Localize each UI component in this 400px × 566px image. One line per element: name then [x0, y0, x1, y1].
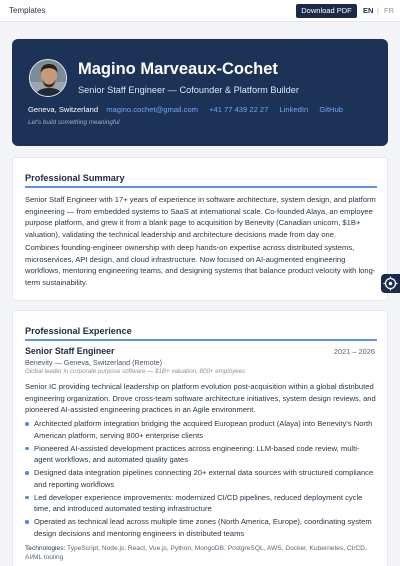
language-en-button[interactable]: EN	[363, 6, 374, 15]
location-text: Geneva, Switzerland	[28, 105, 99, 114]
profile-name: Magino Marveaux-Cochet	[78, 60, 278, 78]
section-divider	[25, 339, 377, 341]
summary-paragraph: Senior Staff Engineer with 17+ years of experience in software architecture, system design, and platform engineering — from embedded systems to SaaS at international scale. Co-founded Alaya, an employee purpose platform, and grew it from a blank page to acquisition by Benevity (Canadian unicorn, $1B+ valuation), validating the technical leadership and architecture decisions made from day one.	[25, 195, 376, 240]
phone-link[interactable]: +41 77 439 22 27	[209, 105, 269, 114]
contact-row	[28, 105, 352, 114]
profile-photo	[30, 60, 67, 97]
job-dates: 2021 – 2026	[333, 347, 375, 356]
tagline: Let's build something meaningful	[28, 119, 120, 126]
target-icon	[381, 274, 400, 293]
job-intro: Senior IC providing technical leadership on platform evolution post-acquisition within a global distributed engineering organization. Drove cross-team software architecture initiatives, system design reviews, and pioneered AI-assisted engineering practices in an Agile environment.	[25, 382, 376, 415]
templates-link[interactable]: Templates	[9, 6, 46, 15]
job-company: Benevity — Geneva, Switzerland (Remote)	[25, 358, 163, 367]
bullet-dot	[25, 471, 29, 475]
bullet-text: Operated as technical lead across multiple time zones (North America, Europe), coordinating system design decisions and mentoring engineers in distributed teams	[34, 517, 372, 538]
bullet-text: Designed data integration pipelines connecting 20+ external data sources with structured compliance and reporting workflows	[34, 468, 374, 489]
technologies-line	[25, 544, 377, 562]
language-fr-button[interactable]: FR	[384, 6, 394, 15]
section-title: Professional Summary	[25, 173, 125, 183]
technologies-label: Technologies:	[25, 545, 66, 552]
linkedin-link[interactable]: LinkedIn	[279, 105, 309, 114]
section-divider	[25, 186, 377, 188]
technologies-list: TypeScript, Node.js, React, Vue.js, Python, MongoDB, PostgreSQL, AWS, Docker, Kubernetes, CI/CD, AI/ML tooling	[25, 545, 367, 561]
list-item	[25, 443, 377, 466]
summary-paragraph: Combines founding-engineer ownership with deep hands-on expertise across distributed systems, microservices, API design, and cloud infrastructure. Now focused on AI-augmented engineering workflows, mentoring engineering teams, and designing systems that balance product velocity with long-term sustainability.	[25, 243, 376, 288]
bullet-text: Led developer experience improvements: modernized CI/CD pipelines, reduced deployment cycle time, and introduced automated testing infrastructure	[34, 492, 363, 514]
bullet-dot	[25, 422, 29, 426]
section-title: Professional Experience	[25, 326, 132, 336]
profile-role: Senior Staff Engineer — Cofounder & Platform Builder	[78, 85, 299, 95]
bullet-text: Architected platform integration bridging the acquired European product (Alaya) into Benevity's North American platform, serving 800+ enterprise clients	[34, 419, 373, 440]
avatar	[29, 59, 67, 97]
summary-section	[12, 157, 388, 301]
floating-side-button[interactable]	[381, 274, 400, 293]
language-separator: |	[377, 6, 379, 15]
job-title: Senior Staff Engineer	[25, 346, 115, 356]
github-link[interactable]: GitHub	[319, 105, 343, 114]
list-item	[25, 467, 377, 490]
top-bar	[0, 0, 400, 22]
bullet-dot	[25, 447, 29, 451]
profile-header	[12, 39, 388, 146]
bullet-text: Pioneered AI-assisted development practices across engineering: LLM-based code review, multi-agent workflows, and automated quality gates	[34, 443, 360, 465]
job-bullets	[25, 418, 377, 541]
list-item	[25, 516, 377, 539]
bullet-dot	[25, 496, 29, 500]
list-item	[25, 492, 377, 515]
download-pdf-button[interactable]: Download PDF	[296, 4, 357, 18]
bullet-dot	[25, 520, 29, 524]
email-link[interactable]: magino.cochet@gmail.com	[106, 105, 198, 114]
experience-section	[12, 310, 388, 566]
company-note: Global leader in corporate purpose software — $1B+ valuation, 800+ employees	[25, 368, 246, 375]
list-item	[25, 418, 377, 441]
